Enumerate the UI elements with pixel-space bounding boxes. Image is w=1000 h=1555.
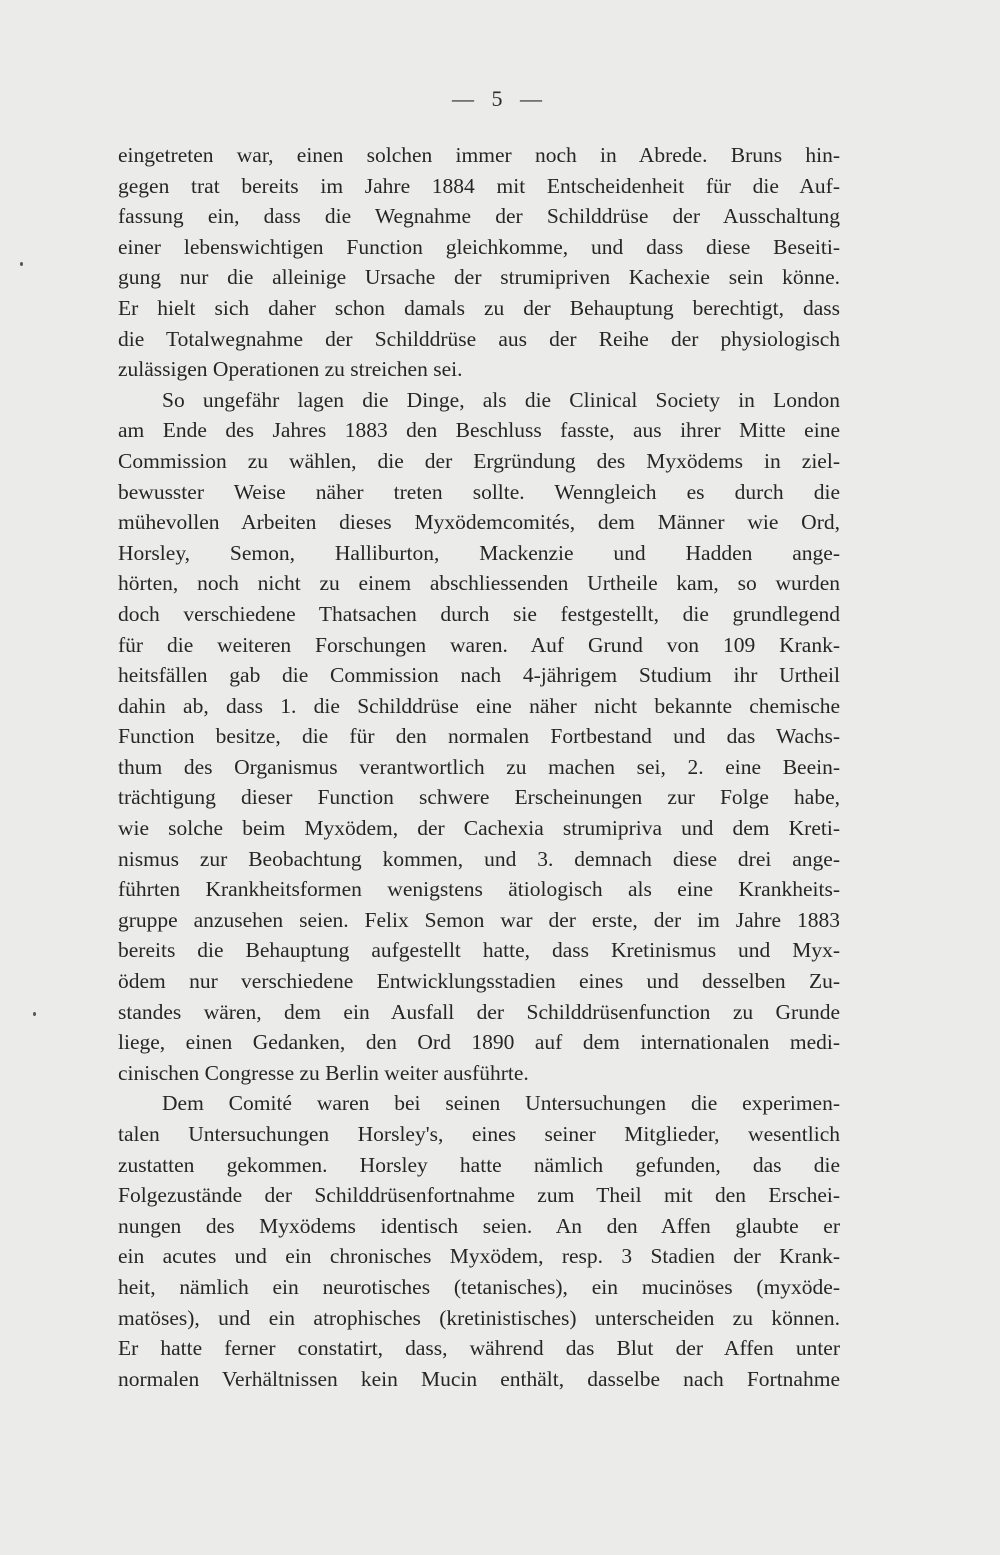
text-line: gung nur die alleinige Ursache der strumipriven Kachexie sein könne. xyxy=(118,265,840,290)
paragraph-start-line: So ungefähr lagen die Dinge, als die Clinical Society in London xyxy=(162,387,840,412)
text-line: ein acutes und ein chronisches Myxödem, resp. 3 Stadien der Krank- xyxy=(118,1244,840,1269)
text-line: führten Krankheitsformen wenigstens ätiologisch als eine Krankheits- xyxy=(118,877,840,902)
text-line: bereits die Behauptung aufgestellt hatte, dass Kretinismus und Myx- xyxy=(118,938,840,963)
scan-speck xyxy=(20,262,23,266)
text-line: nismus zur Beobachtung kommen, und 3. demnach diese drei ange- xyxy=(118,846,840,871)
text-line: Er hatte ferner constatirt, dass, während das Blut der Affen unter xyxy=(118,1336,840,1361)
text-line: bewusster Weise näher treten sollte. Wenngleich es durch die xyxy=(118,479,840,504)
page-number: — 5 — xyxy=(452,86,548,111)
text-line: die Totalwegnahme der Schilddrüse aus der Reihe der physiologisch xyxy=(118,326,840,351)
text-line: Function besitze, die für den normalen Fortbestand und das Wachs- xyxy=(118,724,840,749)
body-text xyxy=(118,140,840,1394)
text-line: eingetreten war, einen solchen immer noch in Abrede. Bruns hin- xyxy=(118,143,840,167)
text-line: zulässigen Operationen zu streichen sei. xyxy=(118,357,463,382)
text-line: mühevollen Arbeiten dieses Myxödemcomités, dem Männer wie Ord, xyxy=(118,510,840,535)
text-line: standes wären, dem ein Ausfall der Schilddrüsenfunction zu Grunde xyxy=(118,999,840,1024)
scan-speck xyxy=(33,1012,36,1016)
text-line: wie solche beim Myxödem, der Cachexia strumipriva und dem Kreti- xyxy=(118,816,840,841)
text-line: matöses), und ein atrophisches (kretinistisches) unterscheiden zu können. xyxy=(118,1305,840,1330)
text-line: Horsley, Semon, Halliburton, Mackenzie und Hadden ange- xyxy=(118,540,840,565)
text-line: dahin ab, dass 1. die Schilddrüse eine näher nicht bekannte chemische xyxy=(118,693,840,718)
paragraph-start-line: Dem Comité waren bei seinen Untersuchungen die experimen- xyxy=(162,1091,840,1116)
text-line: Er hielt sich daher schon damals zu der Behauptung berechtigt, dass xyxy=(118,295,840,320)
text-line: hörten, noch nicht zu einem abschliessenden Urtheile kam, so wurden xyxy=(118,571,840,596)
text-line: zustatten gekommen. Horsley hatte nämlich gefunden, das die xyxy=(118,1152,840,1177)
text-line: ödem nur verschiedene Entwicklungsstadien eines und desselben Zu- xyxy=(118,969,840,994)
text-line: doch verschiedene Thatsachen durch sie festgestellt, die grundlegend xyxy=(118,601,840,626)
text-line: thum des Organismus verantwortlich zu machen sei, 2. eine Beein- xyxy=(118,754,840,779)
text-line: gegen trat bereits im Jahre 1884 mit Entscheidenheit für die Auf- xyxy=(118,173,840,198)
text-line: heit, nämlich ein neurotisches (tetanisches), ein mucinöses (myxöde- xyxy=(118,1274,840,1299)
text-line: cinischen Congresse zu Berlin weiter ausführte. xyxy=(118,1060,529,1085)
text-line: für die weiteren Forschungen waren. Auf Grund von 109 Krank- xyxy=(118,632,840,657)
text-line: am Ende des Jahres 1883 den Beschluss fasste, aus ihrer Mitte eine xyxy=(118,418,840,443)
text-line: fassung ein, dass die Wegnahme der Schilddrüse der Ausschaltung xyxy=(118,204,840,229)
text-line: normalen Verhältnissen kein Mucin enthält, dasselbe nach Fortnahme xyxy=(118,1366,840,1391)
text-line: heitsfällen gab die Commission nach 4-jährigem Studium ihr Urtheil xyxy=(118,663,840,688)
text-line: liege, einen Gedanken, den Ord 1890 auf dem internationalen medi- xyxy=(118,1030,840,1055)
text-line: Commission zu wählen, die der Ergründung des Myxödems in ziel- xyxy=(118,448,840,473)
text-line: Folgezustände der Schilddrüsenfortnahme zum Theil mit den Erschei- xyxy=(118,1183,840,1208)
text-line: trächtigung dieser Function schwere Erscheinungen zur Folge habe, xyxy=(118,785,840,810)
text-line: gruppe anzusehen seien. Felix Semon war der erste, der im Jahre 1883 xyxy=(118,907,840,932)
text-line: einer lebenswichtigen Function gleichkomme, und dass diese Beseiti- xyxy=(118,234,840,259)
text-line: nungen des Myxödems identisch seien. An den Affen glaubte er xyxy=(118,1213,840,1238)
text-line: talen Untersuchungen Horsley's, eines seiner Mitglieder, wesentlich xyxy=(118,1122,840,1146)
